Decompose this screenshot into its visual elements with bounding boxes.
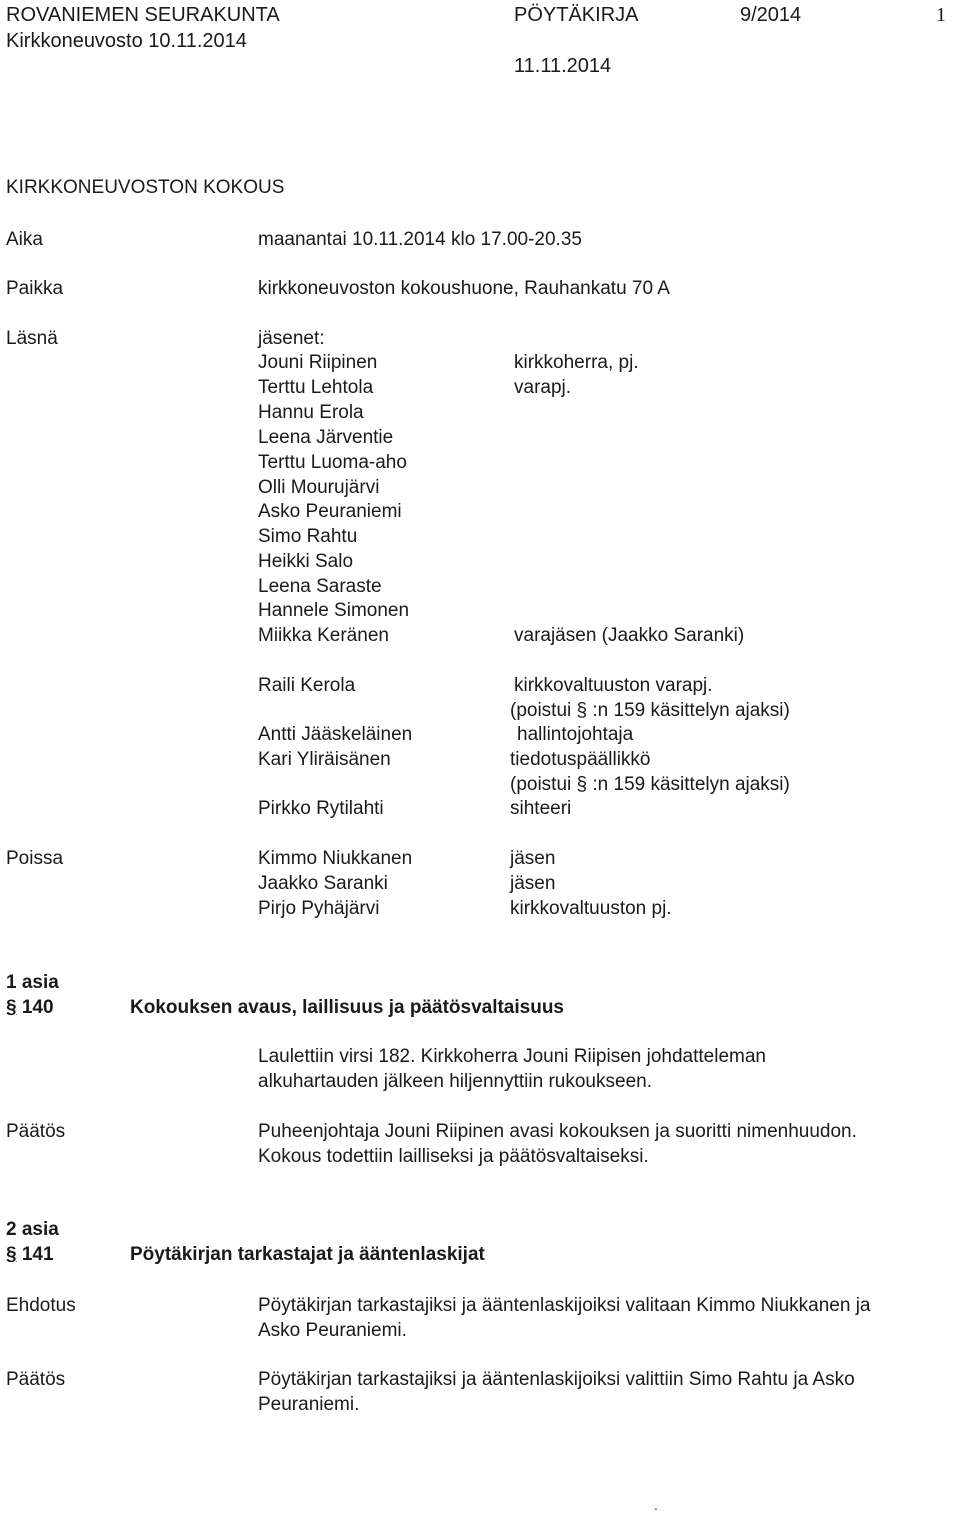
other-name: Kari Yliräisänen <box>258 749 391 770</box>
decision-text: Pöytäkirjan tarkastajiksi ja ääntenlaskijoiksi valittiin Simo Rahtu ja Asko <box>258 1369 855 1390</box>
signed-date: 11.11.2014 <box>514 55 612 77</box>
member-name: Terttu Lehtola <box>258 377 374 398</box>
place-value: kirkkoneuvoston kokoushuone, Rauhankatu 70 A <box>258 278 670 299</box>
members-heading: jäsenet: <box>258 328 325 349</box>
other-name: Raili Kerola <box>258 675 356 696</box>
item-section-heading <box>6 997 54 1019</box>
decision-text: Puheenjohtaja Jouni Riipinen avasi kokouksen ja suoritti nimenhuudon. <box>258 1121 857 1142</box>
item-title: Pöytäkirjan tarkastajat ja ääntenlaskijat <box>130 1244 485 1265</box>
other-role: hallintojohtaja <box>517 724 634 745</box>
other-role: kirkkovaltuuston varapj. <box>514 675 713 696</box>
item-title: Kokouksen avaus, laillisuus ja päätösvaltaisuus <box>130 997 565 1018</box>
item-number: 141 <box>21 1244 54 1265</box>
doc-type: PÖYTÄKIRJA <box>514 4 639 26</box>
other-note: (poistui § :n 159 käsittelyn ajaksi) <box>510 774 790 795</box>
decision-text: Peuraniemi. <box>258 1394 360 1415</box>
member-name: Hannu Erola <box>258 402 364 423</box>
absent-role: kirkkovaltuuston pj. <box>510 898 672 919</box>
member-role: kirkkoherra, pj. <box>514 352 639 373</box>
time-value: maanantai 10.11.2014 klo 17.00-20.35 <box>258 229 582 250</box>
time-label: Aika <box>6 229 43 250</box>
absent-role: jäsen <box>510 848 556 869</box>
member-name: Simo Rahtu <box>258 526 358 547</box>
doc-number: 9/2014 <box>740 4 802 26</box>
item-asia: 1 asia <box>6 972 59 993</box>
absent-label: Poissa <box>6 848 64 869</box>
other-name: Pirkko Rytilahti <box>258 798 384 819</box>
proposal-label: Ehdotus <box>6 1295 76 1316</box>
other-name: Antti Jääskeläinen <box>258 724 413 745</box>
page-number: 1 <box>936 4 946 26</box>
other-note: (poistui § :n 159 käsittelyn ajaksi) <box>510 700 790 721</box>
place-label: Paikka <box>6 278 64 299</box>
member-name: Olli Mourujärvi <box>258 477 380 498</box>
member-role: varajäsen (Jaakko Saranki) <box>514 625 745 646</box>
absent-name: Pirjo Pyhäjärvi <box>258 898 380 919</box>
org-name: ROVANIEMEN SEURAKUNTA <box>6 4 280 26</box>
meeting-title: KIRKKONEUVOSTON KOKOUS <box>6 177 285 198</box>
member-name: Leena Saraste <box>258 576 382 597</box>
member-name: Terttu Luoma-aho <box>258 452 407 473</box>
decision-label: Päätös <box>6 1369 66 1390</box>
absent-name: Kimmo Niukkanen <box>258 848 413 869</box>
member-name: Leena Järventie <box>258 427 394 448</box>
footer-mark: . <box>654 1497 658 1513</box>
member-name: Hannele Simonen <box>258 600 410 621</box>
absent-name: Jaakko Saranki <box>258 873 388 894</box>
section-sign: § <box>6 997 17 1018</box>
member-name: Heikki Salo <box>258 551 354 572</box>
other-role: sihteeri <box>510 798 572 819</box>
proposal-text: Asko Peuraniemi. <box>258 1320 407 1341</box>
member-name: Miikka Keränen <box>258 625 389 646</box>
present-label: Läsnä <box>6 328 58 349</box>
other-role: tiedotuspäällikkö <box>510 749 651 770</box>
member-role: varapj. <box>514 377 572 398</box>
member-name: Jouni Riipinen <box>258 352 378 373</box>
item-number: 140 <box>21 997 54 1018</box>
item-intro-line: alkuhartauden jälkeen hiljennyttiin rukoukseen. <box>258 1071 652 1092</box>
body-and-date: Kirkkoneuvosto 10.11.2014 <box>6 30 247 52</box>
item-section-heading <box>6 1244 54 1266</box>
decision-label: Päätös <box>6 1121 66 1142</box>
item-asia: 2 asia <box>6 1219 59 1240</box>
member-name: Asko Peuraniemi <box>258 501 402 522</box>
section-sign: § <box>6 1244 17 1265</box>
absent-role: jäsen <box>510 873 556 894</box>
proposal-text: Pöytäkirjan tarkastajiksi ja ääntenlaskijoiksi valitaan Kimmo Niukkanen ja <box>258 1295 871 1316</box>
decision-text: Kokous todettiin lailliseksi ja päätösvaltaiseksi. <box>258 1146 649 1167</box>
item-intro-line: Laulettiin virsi 182. Kirkkoherra Jouni Riipisen johdatteleman <box>258 1046 766 1067</box>
